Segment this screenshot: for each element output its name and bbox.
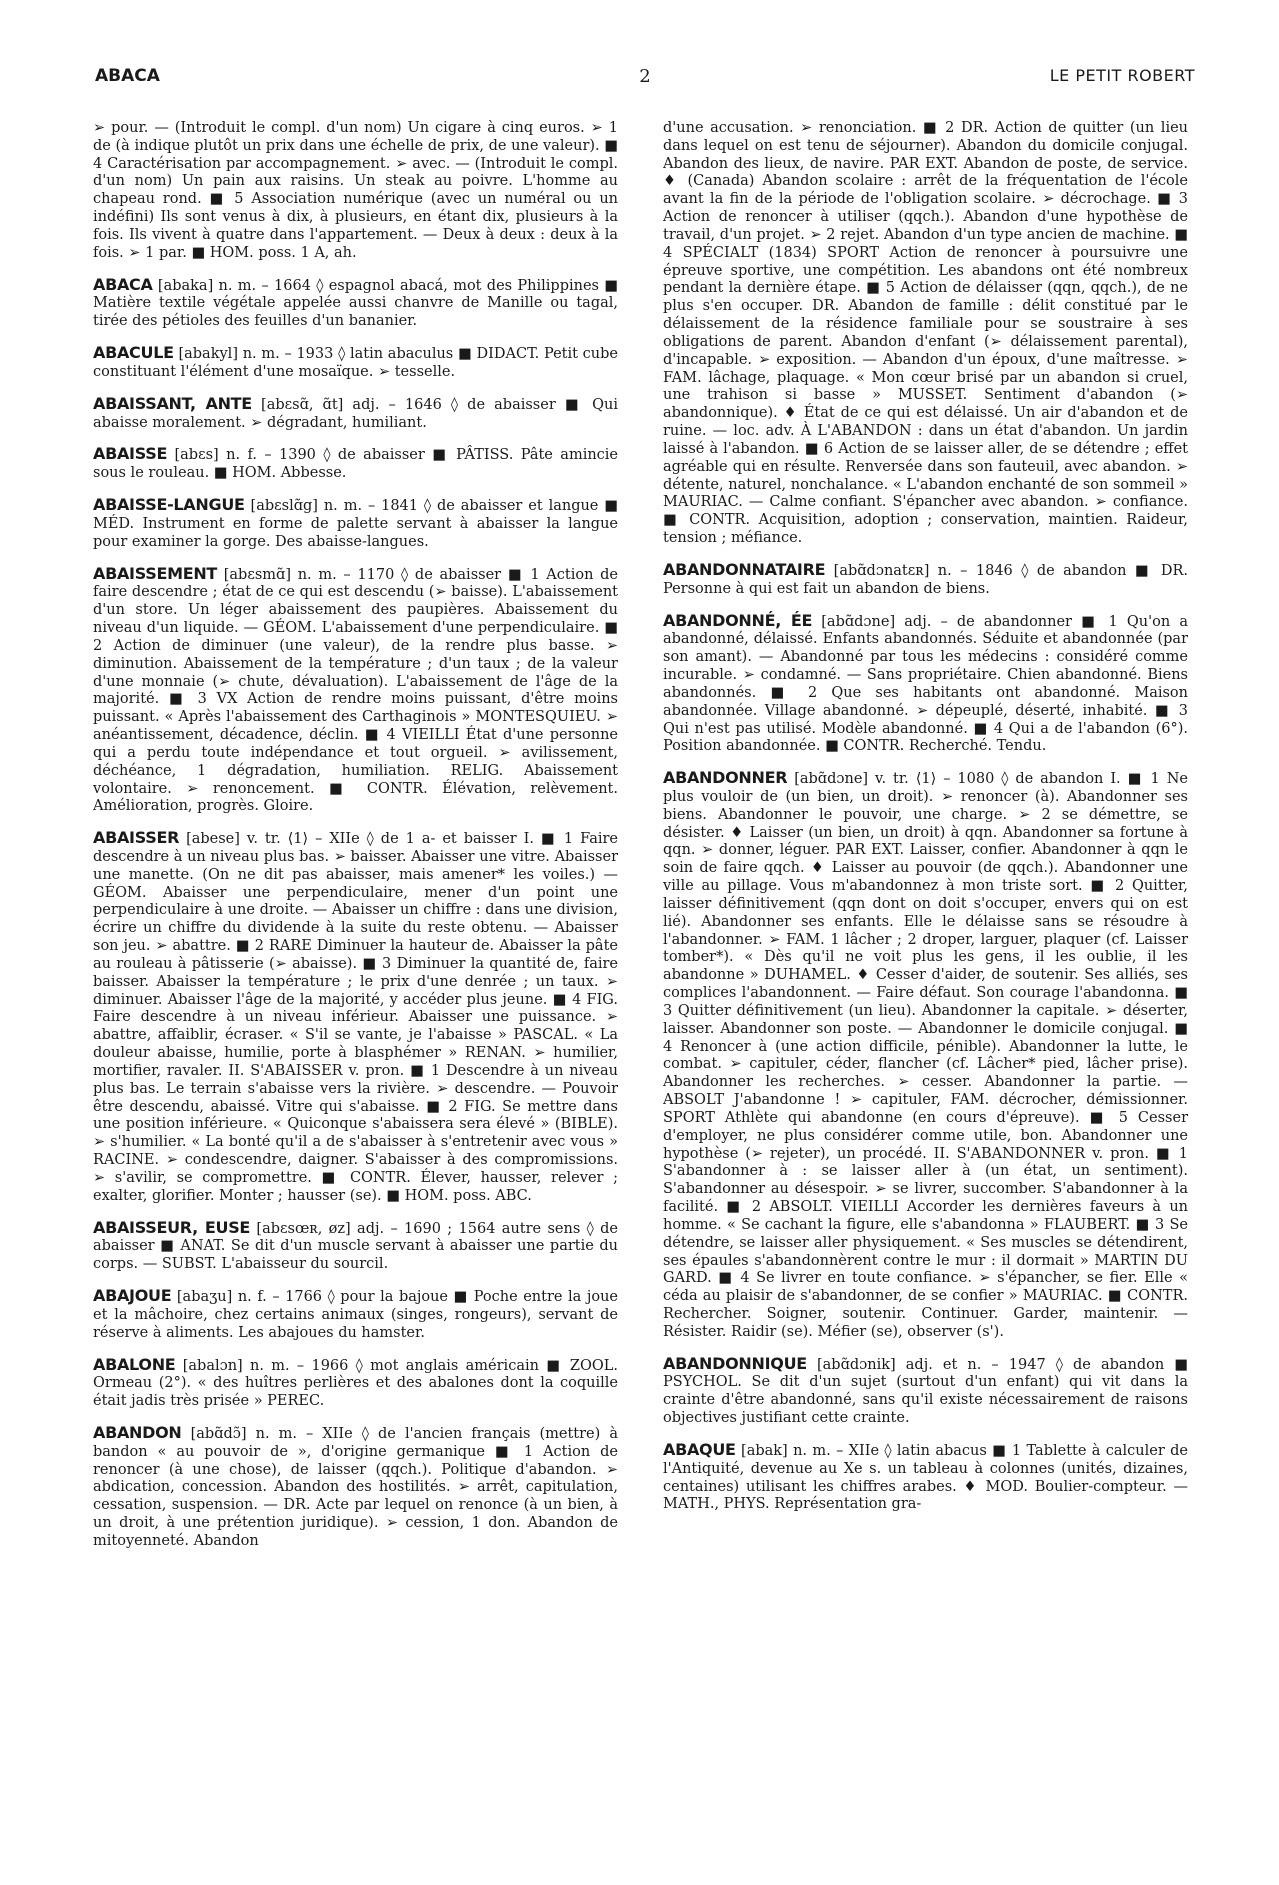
page-header	[95, 66, 1195, 96]
entry-headword: ABALONE	[93, 1354, 176, 1374]
dictionary-entry	[663, 120, 1188, 548]
entry-headword: ABAISSE-LANGUE	[93, 495, 245, 515]
entry-headword: ABAISSEMENT	[93, 563, 218, 583]
dictionary-entry	[663, 1354, 1188, 1428]
entry-headword: ABANDONNER	[663, 768, 788, 788]
dictionary-entry	[93, 1218, 618, 1274]
entry-text: [abɛsɑ̃, ɑ̃t] adj. – 1646 ◊ de abaisser ■ Qui abaisse moralement. ➢ dégradant, humiliant.	[93, 396, 618, 431]
dictionary-entry	[93, 564, 618, 817]
entry-headword: ABANDONNATAIRE	[663, 559, 826, 579]
entry-text: [abɛsmɑ̃] n. m. – 1170 ◊ de abaisser ■ 1 Action de faire descendre ; état de ce qui est descendu (➢ baisse). L'abaissement d'un store. Un léger abaissement des paupières. Abaissement du niveau d'un liquide. — GÉOM. L'abaissement d'une perpendiculaire. ■ 2 Action de diminuer (une valeur), de la rendre plus basse. ➢ diminution. Abaissement de la température ; d'un taux ; de la valeur d'une monnaie (➢ chute, dévaluation). L'abaissement de l'âge de la majorité. ■ 3 VX Action de rendre moins puissant, d'être moins puissant. « Après l'abaissement des Carthaginois » MONTESQUIEU. ➢ anéantissement, décadence, déclin. ■ 4 VIEILLI État d'une personne qui a perdu toute indépendance et tout orgueil. ➢ avilissement, déchéance, 1 dégradation, humiliation. RELIG. Abaissement volontaire. ➢ renoncement. ■ CONTR. Élévation, relèvement. Amélioration, progrès. Gloire.	[93, 566, 618, 815]
entry-headword: ABANDONNIQUE	[663, 1353, 807, 1373]
entry-headword: ABAQUE	[663, 1439, 736, 1459]
entry-text: [abɑ̃dɔnik] adj. et n. – 1947 ◊ de abandon ■ PSYCHOL. Se dit d'un sujet (surtout d'un enfant) qui vit dans la crainte d'être abandonné, sans qu'il existe nécessairement de raisons objectives justifiant cette crainte.	[663, 1356, 1188, 1427]
left-column	[93, 120, 618, 1850]
dictionary-entry	[93, 120, 618, 263]
entry-text: [abɑ̃dɔne] v. tr. ⟨1⟩ – 1080 ◊ de abandon I. ■ 1 Ne plus vouloir de (un bien, un droit). ➢ renoncer (à). Abandonner ses biens. Abandonner le pouvoir, une charge. ➢ 2 se démettre, se désister. ♦ Laisser (un bien, un droit) à qqn. Abandonner sa fortune à qqn. ➢ donner, léguer. PAR EXT. Laisser, confier. Abandonner à qqn le soin de faire qqch. ♦ Laisser au pouvoir (de qqch.). Abandonner une ville au pillage. Vous m'abandonnez à mon triste sort. ■ 2 Quitter, laisser définitivement (qqn dont on doit s'occuper, envers qui on est lié). Abandonner ses enfants. Elle le délaisse sans se résoudre à l'abandonner. ➢ FAM. 1 lâcher ; 2 droper, larguer, plaquer (cf. Laisser tomber*). « Dès qu'il ne voit plus les gens, il les oublie, il les abandonne » DUHAMEL. ♦ Cesser d'aider, de soutenir. Ses alliés, ses complices l'abandonnent. — Faire défaut. Son courage l'abandonna. ■ 3 Quitter définitivement (un lieu). Abandonner la capitale. ➢ déserter, laisser. Abandonner son poste. — Abandonner le domicile conjugal. ■ 4 Renoncer à (une action difficile, pénible). Abandonner la lutte, le combat. ➢ capituler, céder, flancher (cf. Lâcher* pied, lâcher prise). Abandonner les recherches. ➢ cesser. Abandonner la partie. — ABSOLT J'abandonne ! ➢ capituler, FAM. décrocher, démissionner. SPORT Athlète qui abandonne (en cours d'épreuve). ■ 5 Cesser d'employer, ne plus considérer comme utile, bon. Abandonner une hypothèse (➢ rejeter), un procédé. II. S'ABANDONNER v. pron. ■ 1 S'abandonner à : se laisser aller à (un état, un sentiment). S'abandonner au désespoir. ➢ se livrer, succomber. S'abandonner à la facilité. ■ 2 ABSOLT. VIEILLI Accorder les dernières faveurs à un homme. « Se cachant la figure, elle s'abandonna » FLAUBERT. ■ 3 Se détendre, se laisser aller physiquement. « Ses muscles se détendirent, ses épaules s'abandonnèrent contre le mur : il dormait » MARTIN DU GARD. ■ 4 Se livrer en toute confiance. ➢ s'épancher, se fier. Elle « céda au plaisir de s'abandonner, de se confier » MAURIAC. ■ CONTR. Rechercher. Soigner, soutenir. Continuer. Garder, maintenir. — Résister. Raidir (se). Méfier (se), observer (s').	[663, 771, 1188, 1340]
entry-text: [abɛslɑ̃g] n. m. – 1841 ◊ de abaisser et langue ■ MÉD. Instrument en forme de palette servant à abaisser la langue pour examiner la gorge. Des abaisse-langues.	[93, 498, 618, 550]
dictionary-entry	[93, 1423, 618, 1551]
dictionary-entry	[93, 444, 618, 483]
entry-text: [abakyl] n. m. – 1933 ◊ latin abaculus ■ DIDACT. Petit cube constituant l'élément d'une mosaïque. ➢ tesselle.	[93, 346, 618, 380]
dictionary-entry	[663, 768, 1188, 1342]
dictionary-entry	[93, 495, 618, 551]
dictionary-name: LE PETIT ROBERT	[1049, 66, 1195, 85]
entry-text: d'une accusation. ➢ renonciation. ■ 2 DR. Action de quitter (un lieu dans lequel on est tenu de séjourner). Abandon du domicile conjugal. Abandon des lieux, de navire. PAR EXT. Abandon de poste, de service. ♦ (Canada) Abandon scolaire : arrêt de la fréquentation de l'école avant la fin de la période de l'obligation scolaire. ➢ décrochage. ■ 3 Action de renoncer à utiliser (qqch.). Abandon d'une hypothèse de travail, d'un projet. ➢ 2 rejet. Abandon d'un type ancien de machine. ■ 4 SPÉCIALT (1834) SPORT Action de renoncer à poursuivre une épreuve sportive, une compétition. Les abandons ont été nombreux pendant la dernière étape. ■ 5 Action de délaisser (qqn, qqch.), de ne plus s'en occuper. DR. Abandon de famille : délit constitué par le délaissement de la résidence familiale pour se soustraire à ses obligations de parent. Abandon d'enfant (➢ délaissement parental), d'incapable. ➢ exposition. — Abandon d'un époux, d'une maîtresse. ➢ FAM. lâchage, plaquage. « Mon cœur brisé par un abandon si cruel, une trahison si basse » MUSSET. Sentiment d'abandon (➢ abandonnique). ♦ État de ce qui est délaissé. Un air d'abandon et de ruine. — loc. adv. À L'ABANDON : dans un état d'abandon. Un jardin laissé à l'abandon. ■ 6 Action de se laisser aller, de se détendre ; effet agréable qui en résulte. Renversée dans son fauteuil, avec abandon. ➢ détente, naturel, nonchalance. « L'abandon enchanté de son sommeil » MAURIAC. — Calme confiant. S'épancher avec abandon. ➢ confiance. ■ CONTR. Acquisition, adoption ; conservation, maintien. Raideur, tension ; méfiance.	[663, 120, 1188, 547]
page-number: 2	[639, 66, 651, 87]
right-column	[663, 120, 1188, 1850]
guide-word: ABACA	[95, 66, 160, 86]
entry-text: [abɛs] n. f. – 1390 ◊ de abaisser ■ PÂTISS. Pâte amincie sous le rouleau. ■ HOM. Abbesse.	[93, 447, 618, 482]
entry-text: [abak] n. m. – XIIe ◊ latin abacus ■ 1 Tablette à calculer de l'Antiquité, devenue au Xe s. un tableau à colonnes (unités, dizaines, centaines) utilisant les chiffres arabes. ♦ MOD. Boulier-compteur. — MATH., PHYS. Représentation gra-	[663, 1442, 1188, 1513]
entry-text: ➢ pour. — (Introduit le compl. d'un nom) Un cigare à cinq euros. ➢ 1 de (à indique plutôt un prix dans une échelle de prix, de une valeur). ■ 4 Caractérisation par accompagnement. ➢ avec. — (Introduit le compl. d'un nom) Un pain aux raisins. Un steak au poivre. L'homme au chapeau rond. ■ 5 Association numérique (avec un numéral ou un indéfini) Ils sont venus à dix, à plusieurs, en étant dix, plusieurs à la fois. Ils vivent à quatre dans l'appartement. — Deux à deux : deux à la fois. ➢ 1 par. ■ HOM. poss. 1 A, ah.	[93, 120, 618, 261]
dictionary-entry	[93, 343, 618, 382]
entry-headword: ABANDON	[93, 1423, 182, 1442]
dictionary-entry	[93, 275, 618, 331]
entry-headword: ABAISSANT, ANTE	[93, 393, 252, 413]
dictionary-entry	[93, 1286, 618, 1342]
entry-headword: ABAISSER	[93, 828, 180, 848]
dictionary-entry	[663, 1440, 1188, 1514]
entry-text: [abɑ̃dɔne] adj. – de abandonner ■ 1 Qu'on a abandonné, délaissé. Enfants abandonnés. Séduite et abandonnée (par son amant). — Abandonné par tous les médecins : considéré comme incurable. ➢ condamné. — Sans propriétaire. Chien abandonné. Biens abandonnés. ■ 2 Que ses habitants ont abandonné. Maison abandonnée. Village abandonné. ➢ dépeuplé, déserté, inhabité. ■ 3 Qui n'est pas utilisé. Modèle abandonné. ■ 4 Qui a de l'abandon (6°). Position abandonnée. ■ CONTR. Recherché. Tendu.	[663, 613, 1188, 755]
dictionary-entry	[663, 560, 1188, 599]
entry-headword: ABACULE	[93, 343, 174, 363]
dictionary-entry	[93, 394, 618, 433]
entry-text: [abɑ̃dɔ̃] n. m. – XIIe ◊ de l'ancien français (mettre) à bandon « au pouvoir de », d'origine germanique ■ 1 Action de renoncer (à une chose), de laisser (qqch.). Politique d'abandon. ➢ abdication, concession. Abandon des hostilités. ➢ arrêt, capitulation, cessation, suspension. — DR. Acte par lequel on renonce (à un bien, à un droit, à une prétention juridique). ➢ cession, 1 don. Abandon de mitoyenneté. Abandon	[93, 1426, 618, 1549]
entry-headword: ABAJOUE	[93, 1286, 172, 1306]
entry-text: [abɑ̃dɔnatɛʀ] n. – 1846 ◊ de abandon ■ DR. Personne à qui est fait un abandon de biens.	[663, 562, 1188, 597]
entry-headword: ABACA	[93, 274, 153, 294]
entry-text: [abalɔn] n. m. – 1966 ◊ mot anglais américain ■ ZOOL. Ormeau (2°). « des huîtres perlières et des abalones dont la coquille était jadis très prisée » PEREC.	[93, 1357, 618, 1410]
entry-headword: ABAISSEUR, EUSE	[93, 1217, 251, 1237]
entry-text: [abɛsœʀ, øz] adj. – 1690 ; 1564 autre sens ◊ de abaisser ■ ANAT. Se dit d'un muscle servant à abaisser une partie du corps. — SUBST. L'abaisseur du sourcil.	[93, 1220, 618, 1273]
dictionary-entry	[93, 828, 618, 1205]
entry-text: [abaka] n. m. – 1664 ◊ espagnol abacá, mot des Philippines ■ Matière textile végétale appelée aussi chanvre de Manille ou tagal, tirée des pétioles des feuilles d'un bananier.	[93, 277, 618, 330]
entry-text: [abaʒu] n. f. – 1766 ◊ pour la bajoue ■ Poche entre la joue et la mâchoire, chez certains animaux (singes, rongeurs), servant de réserve à aliments. Les abajoues du hamster.	[93, 1289, 618, 1341]
entry-text: [abese] v. tr. ⟨1⟩ – XIIe ◊ de 1 a- et baisser I. ■ 1 Faire descendre à un niveau plus bas. ➢ baisser. Abaisser une vitre. Abaisser une manette. (On ne dit pas abaisser, mais amener* les voiles.) — GÉOM. Abaisser une perpendiculaire, mener d'un point une perpendiculaire à une droite. — Abaisser un chiffre : dans une division, écrire un chiffre du dividende à la suite du reste obtenu. — Abaisser son jeu. ➢ abattre. ■ 2 RARE Diminuer la hauteur de. Abaisser la pâte au rouleau à pâtisserie (➢ abaisse). ■ 3 Diminuer la quantité de, faire baisser. Abaisser la température ; le prix d'une denrée ; un taux. ➢ diminuer. Abaisser l'âge de la majorité, y accéder plus jeune. ■ 4 FIG. Faire descendre à un niveau inférieur. Abaisser une puissance. ➢ abattre, affaiblir, écraser. « S'il se vante, je l'abaisse » PASCAL. « La douleur abaisse, humilie, porte à blasphémer » RENAN. ➢ humilier, mortifier, ravaler. II. S'ABAISSER v. pron. ■ 1 Descendre à un niveau plus bas. Le terrain s'abaisse vers la rivière. ➢ descendre. — Pouvoir être descendu, abaissé. Vitre qui s'abaisse. ■ 2 FIG. Se mettre dans une position inférieure. « Quiconque s'abaissera sera élevé » (BIBLE). ➢ s'humilier. « La bonté qu'il a de s'abaisser à s'entretenir avec vous » RACINE. ➢ condescendre, daigner. S'abaisser à des compromissions. ➢ s'avilir, se compromettre. ■ CONTR. Élever, hausser, relever ; exalter, glorifier. Monter ; hausser (se). ■ HOM. poss. ABC.	[93, 831, 618, 1204]
entry-headword: ABANDONNÉ, ÉE	[663, 610, 813, 630]
dictionary-entry	[663, 611, 1188, 757]
dictionary-entry	[93, 1355, 618, 1411]
entry-headword: ABAISSE	[93, 444, 168, 464]
